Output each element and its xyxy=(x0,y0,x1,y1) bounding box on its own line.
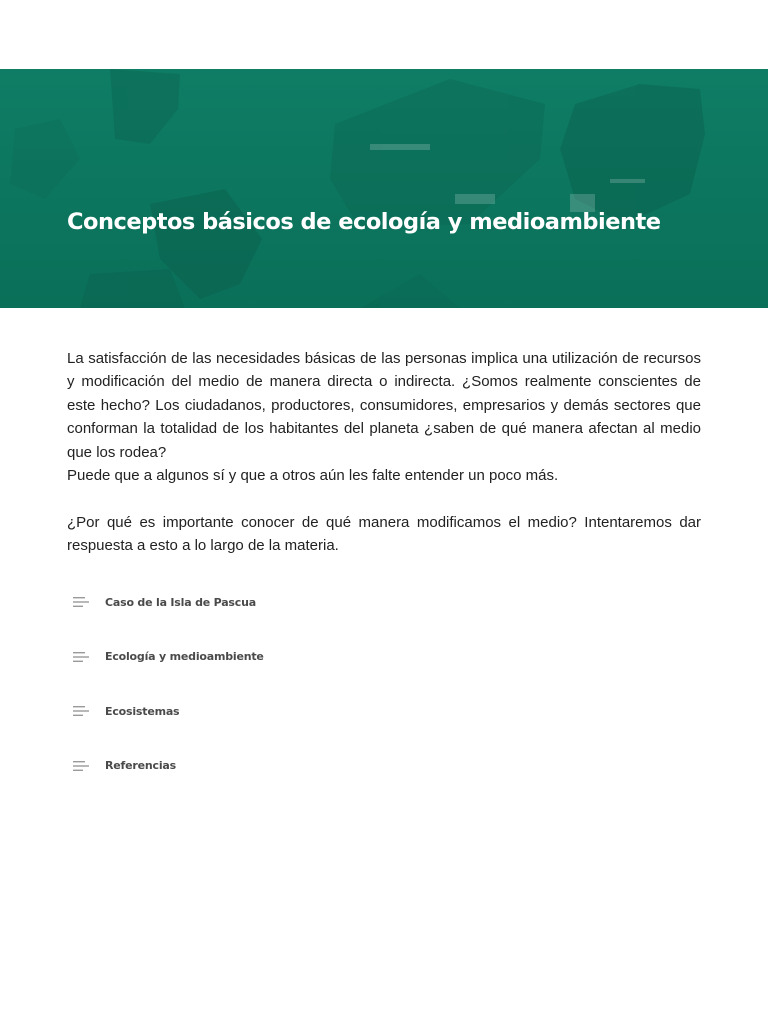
lesson-item-ecologia-medioambiente[interactable] xyxy=(73,645,473,669)
lesson-item-caso-isla-de-pascua[interactable] xyxy=(73,590,473,614)
lesson-item-label: Ecosistemas xyxy=(105,704,180,718)
intro-text xyxy=(67,347,701,558)
page-title: Conceptos básicos de ecología y medioambiente xyxy=(67,209,661,235)
lines-icon xyxy=(73,759,90,773)
lesson-item-ecosistemas[interactable] xyxy=(73,699,473,723)
lesson-item-label: Ecología y medioambiente xyxy=(105,650,264,663)
intro-paragraph-2: Puede que a algunos sí y que a otros aún les falte entender un poco más. xyxy=(67,467,559,485)
lesson-item-label: Referencias xyxy=(105,759,176,772)
lesson-list xyxy=(73,590,473,808)
intro-paragraph-3: ¿Por qué es importante conocer de qué manera modificamos el medio? Intentaremos dar respuesta a esto a lo largo de la materia. xyxy=(67,513,701,555)
lesson-item-label: Caso de la Isla de Pascua xyxy=(105,595,256,609)
hero-banner xyxy=(0,69,768,308)
lesson-item-referencias[interactable] xyxy=(73,754,473,778)
lines-icon xyxy=(73,650,90,664)
lines-icon xyxy=(73,595,90,609)
hero-background-image xyxy=(0,69,768,308)
intro-paragraph-1 xyxy=(67,347,701,464)
lines-icon xyxy=(73,704,90,718)
intro-paragraph-1-text: La satisfacción de las necesidades básicas de las personas implica una utilización de recursos y modificación del medio de manera directa o indirecta. ¿Somos realmente conscientes de este hecho? Los ciudadanos, productores, consumidores, empresarios y demás sectores que conforman la totalidad de los habitantes del planeta ¿saben de qué manera afectan al medio que los rodea? xyxy=(67,350,701,461)
